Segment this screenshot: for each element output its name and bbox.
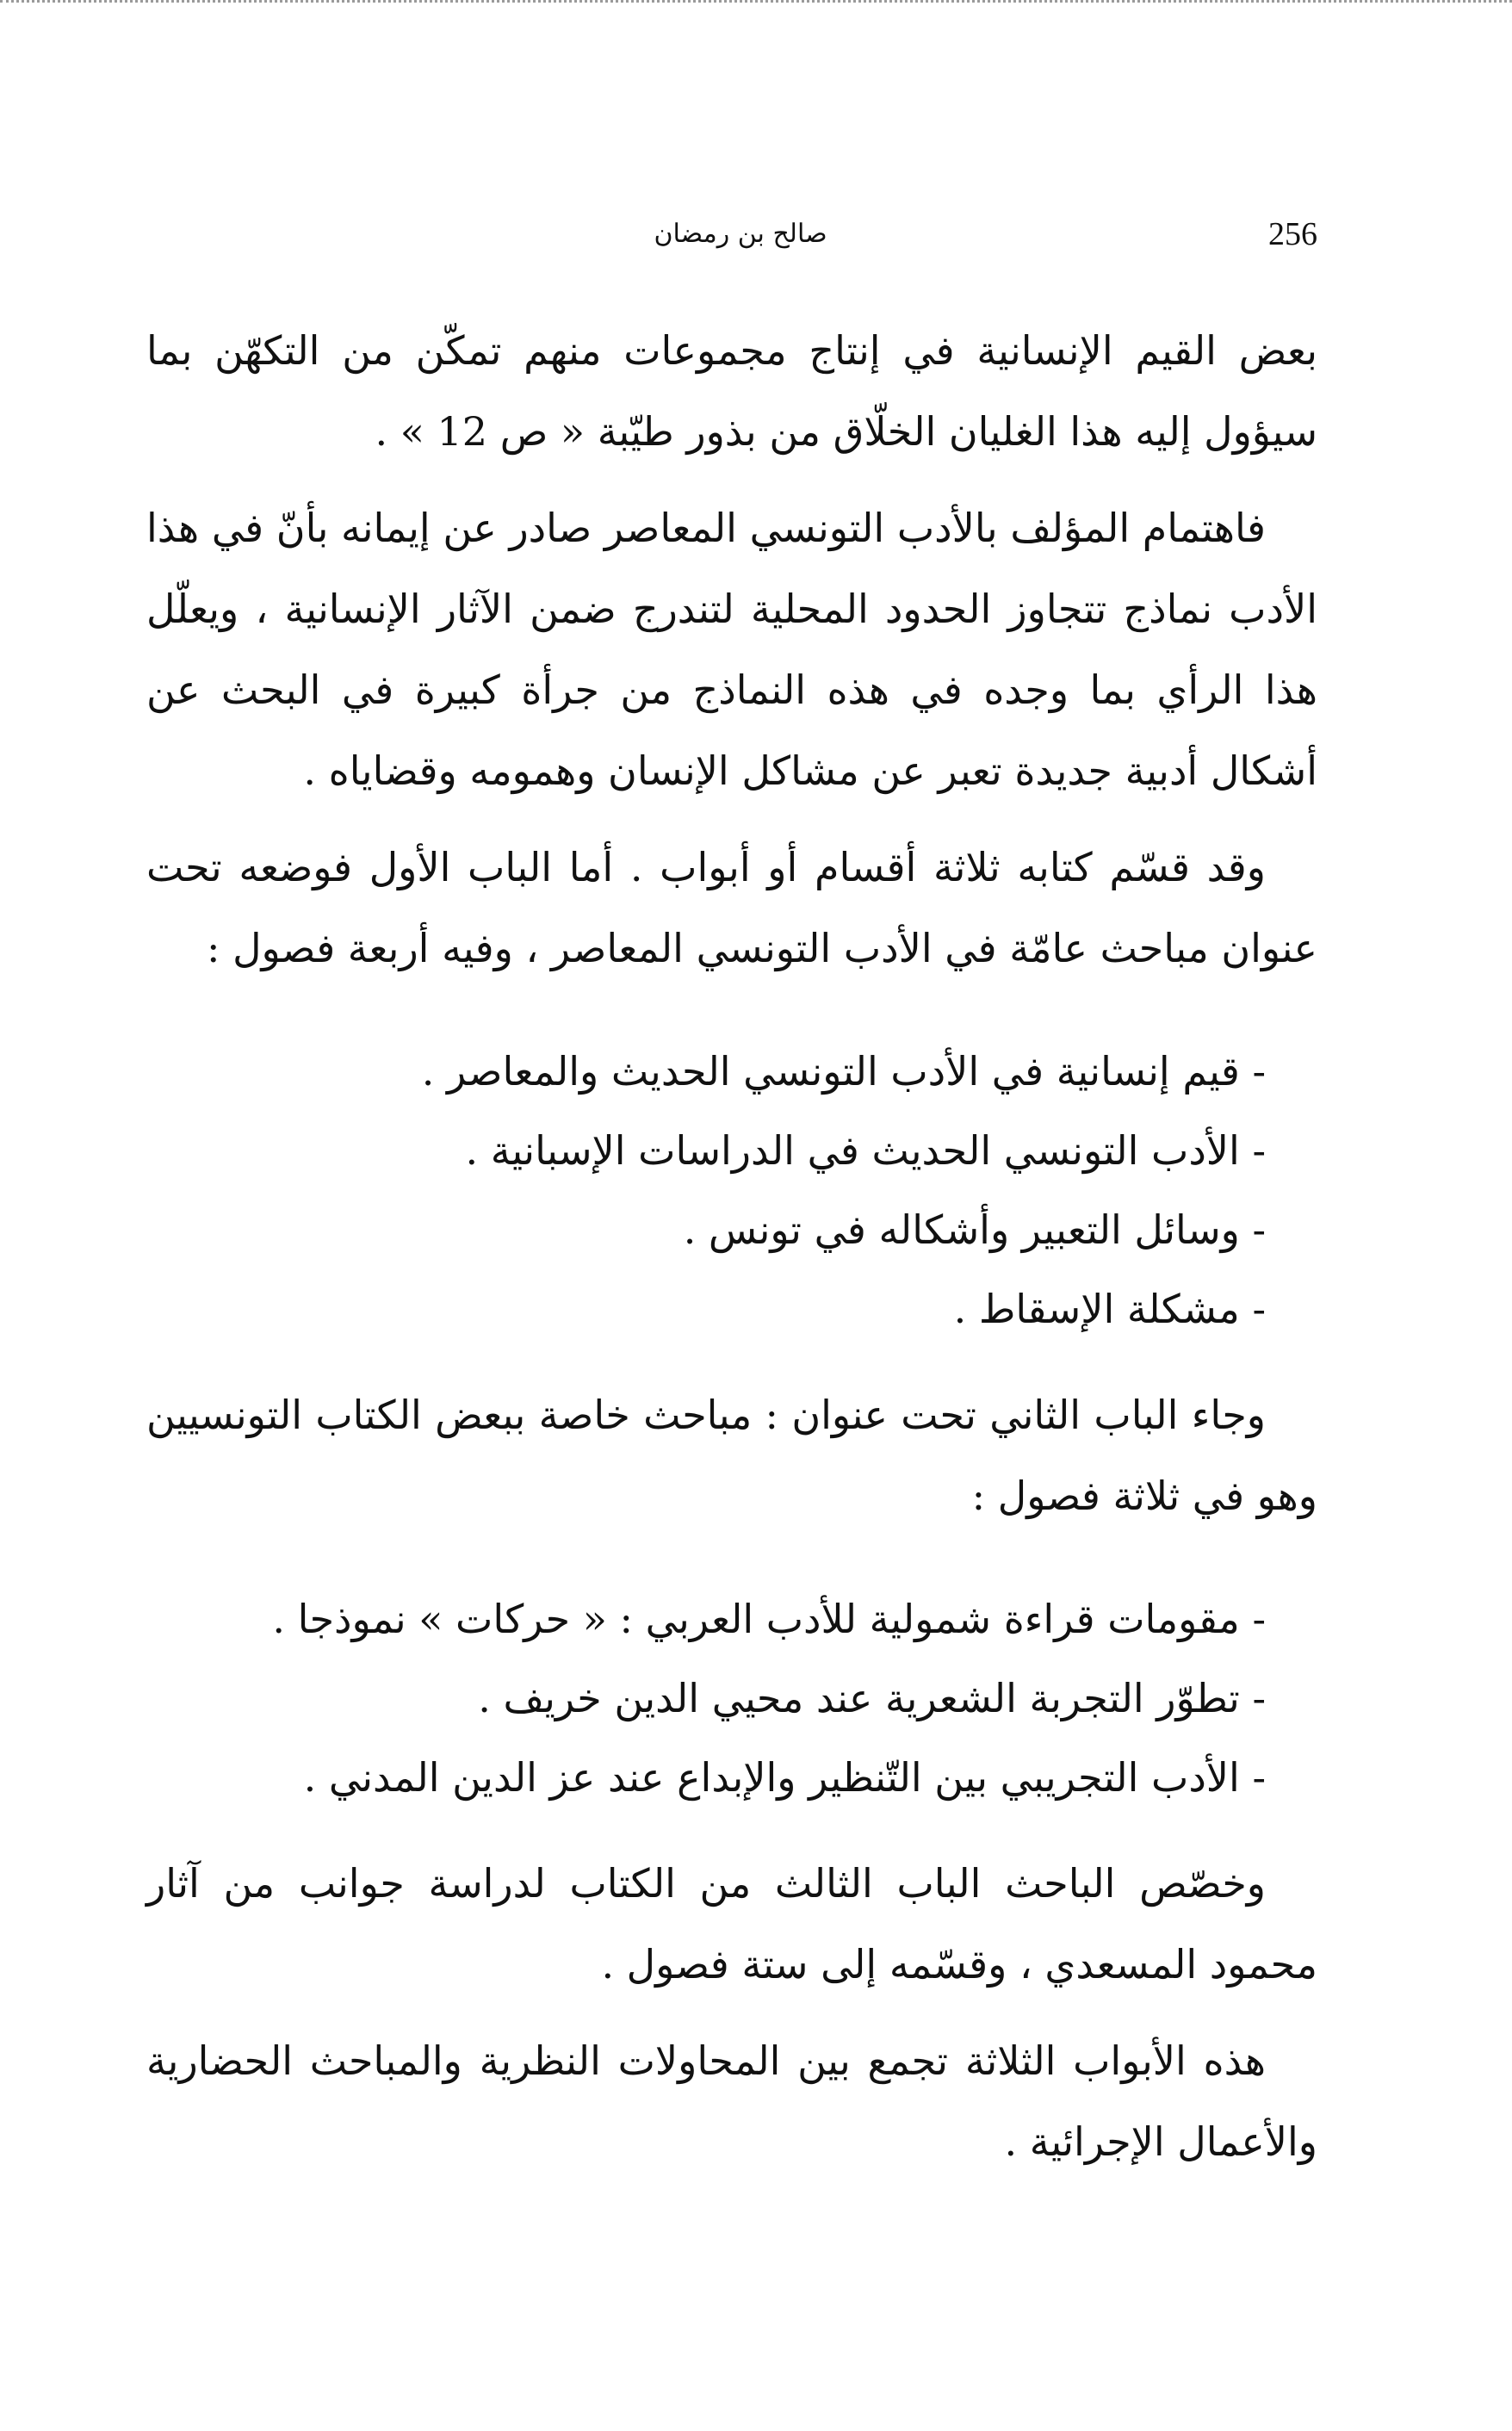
list-item: - الأدب التونسي الحديث في الدراسات الإسبانية . xyxy=(146,1111,1266,1190)
list-item: - مشكلة الإسقاط . xyxy=(146,1269,1266,1349)
list-item: - تطوّر التجربة الشعرية عند محيي الدين خريف . xyxy=(146,1659,1266,1738)
page-header xyxy=(164,215,1317,267)
paragraph-4: وجاء الباب الثاني تحت عنوان : مباحث خاصة ببعض الكتاب التونسيين وهو في ثلاثة فصول : xyxy=(146,1392,1317,1519)
paragraph-5: وخصّص الباحث الباب الثالث من الكتاب لدراسة جوانب من آثار محمود المسعدي ، وقسّمه إلى ستة فصول . xyxy=(146,1860,1317,1988)
page-body xyxy=(146,310,1317,2198)
paragraph-2: فاهتمام المؤلف بالأدب التونسي المعاصر صادر عن إيمانه بأنّ في هذا الأدب نماذج تتجاوز الحدود المحلية لتندرج ضمن الآثار الإنسانية ، ويعلّل هذا الرأي بما وجده في هذه النماذج من جرأة كبيرة في البحث عن أشكال أدبية جديدة تعبر عن مشاكل الإنسان وهمومه وقضاياه . xyxy=(146,505,1317,794)
page-number: 256 xyxy=(1268,216,1317,252)
paragraph-6: هذه الأبواب الثلاثة تجمع بين المحاولات النظرية والمباحث الحضارية والأعمال الإجرائية . xyxy=(146,2037,1317,2165)
paragraph-1: بعض القيم الإنسانية في إنتاج مجموعات منهم تمكّن من التكهّن بما سيؤول إليه هذا الغليان الخلّاق من بذور طيّبة « ص 12 » . xyxy=(146,327,1317,455)
list-item: - قيم إنسانية في الأدب التونسي الحديث والمعاصر . xyxy=(146,1032,1266,1111)
top-border-rule xyxy=(0,0,1512,3)
list-item: - وسائل التعبير وأشكاله في تونس . xyxy=(146,1190,1266,1269)
list-item: - مقومات قراءة شمولية للأدب العربي : « حركات » نموذجا . xyxy=(146,1579,1266,1659)
running-head-author: صالح بن رمضان xyxy=(654,219,827,249)
paragraph-3: وقد قسّم كتابه ثلاثة أقسام أو أبواب . أما الباب الأول فوضعه تحت عنوان مباحث عامّة في الأدب التونسي المعاصر ، وفيه أربعة فصول : xyxy=(146,844,1317,971)
chapter-list-part-2 xyxy=(146,1579,1317,1817)
list-item: - الأدب التجريبي بين التّنظير والإبداع عند عز الدين المدني . xyxy=(146,1738,1266,1817)
chapter-list-part-1 xyxy=(146,1032,1317,1349)
